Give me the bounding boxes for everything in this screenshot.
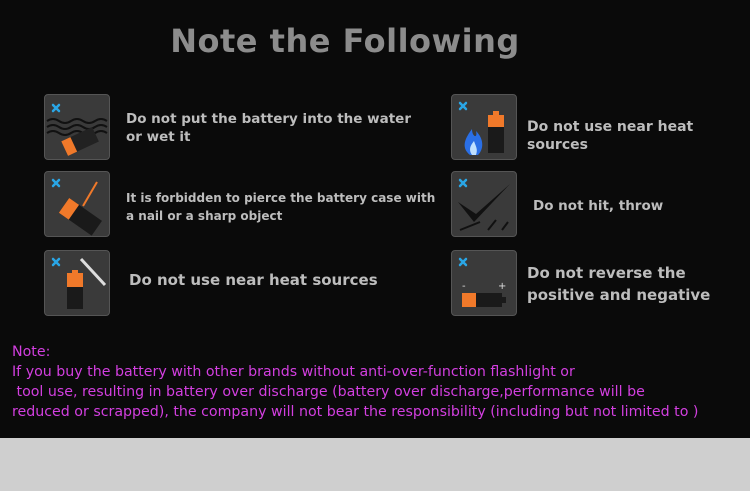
warning-flame-label: Do not use near heat sources	[527, 119, 694, 153]
warning-throw-label: Do not hit, throw	[533, 198, 664, 214]
note-line: reduced or scrapped), the company will not bear the responsibility (including but not limited to )	[12, 404, 699, 420]
throw-hit-icon	[451, 171, 517, 237]
battery-water-icon	[44, 94, 110, 160]
note-heading: Note:	[12, 344, 51, 360]
battery-flame-icon	[451, 94, 517, 160]
note-line: If you buy the battery with other brands without anti-over-function flashlight or	[12, 364, 575, 380]
battery-nail-icon	[44, 171, 110, 237]
warning-heat-label: Do not use near heat sources	[129, 271, 378, 289]
warning-water-label: Do not put the battery into the water or wet it	[126, 111, 411, 145]
svg-text:+: +	[498, 281, 507, 292]
warning-polarity-label: Do not reverse the positive and negative	[527, 264, 711, 304]
warning-nail-label: It is forbidden to pierce the battery case with a nail or a sharp object	[126, 191, 436, 223]
battery-heat-icon	[44, 250, 110, 316]
battery-polarity-icon	[451, 250, 517, 316]
page-title: Note the Following	[170, 22, 520, 60]
svg-text:-: -	[462, 281, 466, 292]
note-line: tool use, resulting in battery over discharge (battery over discharge,performance will be	[12, 384, 645, 400]
note-block	[12, 342, 748, 422]
